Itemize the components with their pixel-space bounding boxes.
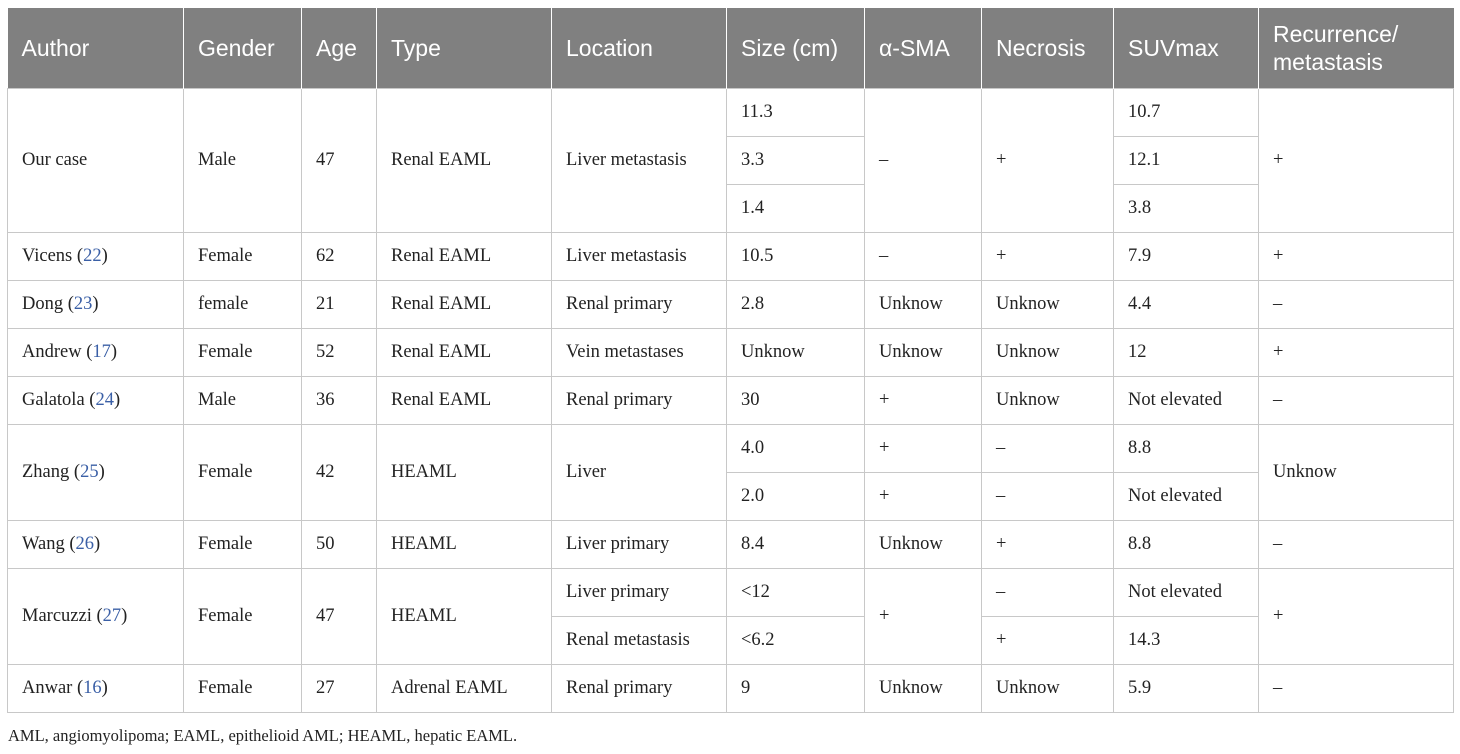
header-suvmax: SUVmax <box>1114 8 1259 89</box>
reference-link[interactable]: 23 <box>73 294 93 314</box>
cell-necrosis: + <box>982 521 1114 569</box>
reference-link[interactable]: 16 <box>83 678 102 698</box>
cell-size: 11.3 <box>727 89 865 137</box>
table-row-vicens <box>8 233 1454 281</box>
cell-gender: Male <box>184 89 302 233</box>
table-row-andrew <box>8 329 1454 377</box>
cell-size: <6.2 <box>727 617 865 665</box>
cell-suvmax: Not elevated <box>1114 377 1259 425</box>
cell-alpha-sma: Unknow <box>865 329 982 377</box>
cell-suvmax: Not elevated <box>1114 473 1259 521</box>
header-row <box>8 8 1454 89</box>
cell-type: Renal EAML <box>377 377 552 425</box>
ref-close: ) <box>92 294 99 314</box>
header-type: Type <box>377 8 552 89</box>
ref-open: ( <box>84 390 96 410</box>
cell-gender: Female <box>184 665 302 713</box>
cell-author <box>8 569 184 665</box>
cell-necrosis: – <box>982 473 1114 521</box>
ref-close: ) <box>121 606 128 626</box>
cell-alpha-sma: – <box>865 89 982 233</box>
cell-suvmax: 8.8 <box>1114 425 1259 473</box>
cell-size: 3.3 <box>727 137 865 185</box>
cell-suvmax: 3.8 <box>1114 185 1259 233</box>
cell-type: Renal EAML <box>377 233 552 281</box>
cell-necrosis: – <box>982 425 1114 473</box>
cell-gender: female <box>184 281 302 329</box>
cell-author <box>8 233 184 281</box>
header-location: Location <box>552 8 727 89</box>
ref-open: ( <box>63 294 74 314</box>
cell-gender: Female <box>184 233 302 281</box>
cell-suvmax: 12.1 <box>1114 137 1259 185</box>
author-name: Marcuzzi <box>22 606 92 626</box>
comparison-table-container <box>7 8 1453 713</box>
cell-size: 2.0 <box>727 473 865 521</box>
cell-alpha-sma: + <box>865 569 982 665</box>
cell-author <box>8 665 184 713</box>
cell-author <box>8 425 184 521</box>
cell-location: Liver <box>552 425 727 521</box>
cell-suvmax: 14.3 <box>1114 617 1259 665</box>
author-name: Wang <box>22 534 65 554</box>
ref-open: ( <box>72 678 84 698</box>
reference-link[interactable]: 24 <box>95 390 114 410</box>
cell-size: Unknow <box>727 329 865 377</box>
cell-suvmax: 7.9 <box>1114 233 1259 281</box>
ref-open: ( <box>69 462 81 482</box>
cell-alpha-sma: Unknow <box>865 521 982 569</box>
cell-type: Renal EAML <box>377 281 552 329</box>
cell-suvmax: 10.7 <box>1114 89 1259 137</box>
cell-type: HEAML <box>377 569 552 665</box>
cell-author <box>8 281 184 329</box>
author-name: Dong <box>22 294 64 314</box>
cell-size: 4.0 <box>727 425 865 473</box>
cell-alpha-sma: + <box>865 425 982 473</box>
cell-age: 62 <box>302 233 377 281</box>
reference-link[interactable]: 22 <box>83 246 102 266</box>
cell-author: Our case <box>8 89 184 233</box>
header-alpha-sma: α-SMA <box>865 8 982 89</box>
table-row-our-case <box>8 89 1454 137</box>
cell-size: <12 <box>727 569 865 617</box>
cell-recurrence: Unknow <box>1259 425 1454 521</box>
cell-suvmax: 5.9 <box>1114 665 1259 713</box>
cell-location: Liver metastasis <box>552 233 727 281</box>
cell-alpha-sma: Unknow <box>865 281 982 329</box>
author-name: Anwar <box>22 678 73 698</box>
cell-location: Liver primary <box>552 521 727 569</box>
author-name: Zhang <box>22 462 70 482</box>
table-row-galatola <box>8 377 1454 425</box>
cell-suvmax: 8.8 <box>1114 521 1259 569</box>
ref-close: ) <box>110 342 118 362</box>
header-age: Age <box>302 8 377 89</box>
cell-gender: Female <box>184 569 302 665</box>
cell-necrosis: + <box>982 89 1114 233</box>
ref-close: ) <box>98 462 105 482</box>
reference-link[interactable]: 17 <box>92 342 111 362</box>
cell-size: 9 <box>727 665 865 713</box>
cell-type: Adrenal EAML <box>377 665 552 713</box>
cell-age: 36 <box>302 377 377 425</box>
cell-location: Renal primary <box>552 377 727 425</box>
header-author: Author <box>8 8 184 89</box>
cell-age: 21 <box>302 281 377 329</box>
cell-recurrence: – <box>1259 377 1454 425</box>
table-row-wang <box>8 521 1454 569</box>
cell-recurrence: + <box>1259 569 1454 665</box>
author-name: Galatola <box>22 390 85 410</box>
cell-gender: Female <box>184 521 302 569</box>
table-row-zhang <box>8 425 1454 473</box>
cell-recurrence: + <box>1259 233 1454 281</box>
table-footnote: AML, angiomyolipoma; EAML, epithelioid AML; HEAML, hepatic EAML. <box>8 726 518 745</box>
cell-age: 47 <box>302 569 377 665</box>
ref-close: ) <box>101 678 108 698</box>
cell-alpha-sma: Unknow <box>865 665 982 713</box>
header-gender: Gender <box>184 8 302 89</box>
cell-location: Liver primary <box>552 569 727 617</box>
cell-type: HEAML <box>377 521 552 569</box>
cell-age: 47 <box>302 89 377 233</box>
cell-gender: Female <box>184 425 302 521</box>
cell-necrosis: Unknow <box>982 281 1114 329</box>
cell-type: Renal EAML <box>377 329 552 377</box>
header-size: Size (cm) <box>727 8 865 89</box>
cell-age: 50 <box>302 521 377 569</box>
cell-size: 8.4 <box>727 521 865 569</box>
cell-author <box>8 521 184 569</box>
cell-necrosis: Unknow <box>982 377 1114 425</box>
cell-necrosis: + <box>982 617 1114 665</box>
comparison-table <box>7 8 1454 713</box>
cell-location: Liver metastasis <box>552 89 727 233</box>
cell-suvmax: 4.4 <box>1114 281 1259 329</box>
ref-close: ) <box>101 246 108 266</box>
table-row-marcuzzi <box>8 569 1454 617</box>
cell-suvmax: 12 <box>1114 329 1259 377</box>
cell-recurrence: + <box>1259 89 1454 233</box>
cell-size: 10.5 <box>727 233 865 281</box>
cell-gender: Male <box>184 377 302 425</box>
cell-necrosis: + <box>982 233 1114 281</box>
cell-gender: Female <box>184 329 302 377</box>
cell-size: 30 <box>727 377 865 425</box>
cell-size: 1.4 <box>727 185 865 233</box>
cell-location: Renal primary <box>552 665 727 713</box>
header-recurrence: Recurrence/ metastasis <box>1259 8 1454 89</box>
reference-link[interactable]: 26 <box>75 534 94 554</box>
cell-location: Vein metastases <box>552 329 727 377</box>
cell-age: 52 <box>302 329 377 377</box>
cell-alpha-sma: + <box>865 377 982 425</box>
cell-alpha-sma: – <box>865 233 982 281</box>
cell-location: Renal primary <box>552 281 727 329</box>
cell-type: HEAML <box>377 425 552 521</box>
cell-recurrence: – <box>1259 521 1454 569</box>
cell-age: 42 <box>302 425 377 521</box>
cell-necrosis: Unknow <box>982 665 1114 713</box>
ref-open: ( <box>72 246 84 266</box>
ref-open: ( <box>81 342 93 362</box>
cell-alpha-sma: + <box>865 473 982 521</box>
cell-recurrence: – <box>1259 665 1454 713</box>
ref-open: ( <box>91 606 103 626</box>
table-row-anwar <box>8 665 1454 713</box>
ref-open: ( <box>64 534 76 554</box>
cell-age: 27 <box>302 665 377 713</box>
cell-author <box>8 377 184 425</box>
cell-necrosis: – <box>982 569 1114 617</box>
cell-location: Renal metastasis <box>552 617 727 665</box>
cell-recurrence: + <box>1259 329 1454 377</box>
cell-necrosis: Unknow <box>982 329 1114 377</box>
author-name: Andrew <box>22 342 82 362</box>
header-necrosis: Necrosis <box>982 8 1114 89</box>
ref-close: ) <box>94 534 101 554</box>
cell-author <box>8 329 184 377</box>
reference-link[interactable]: 27 <box>102 606 122 626</box>
cell-suvmax: Not elevated <box>1114 569 1259 617</box>
cell-size: 2.8 <box>727 281 865 329</box>
author-name: Vicens <box>22 246 73 266</box>
reference-link[interactable]: 25 <box>80 462 99 482</box>
ref-close: ) <box>113 390 121 410</box>
cell-type: Renal EAML <box>377 89 552 233</box>
cell-recurrence: – <box>1259 281 1454 329</box>
table-row-dong <box>8 281 1454 329</box>
